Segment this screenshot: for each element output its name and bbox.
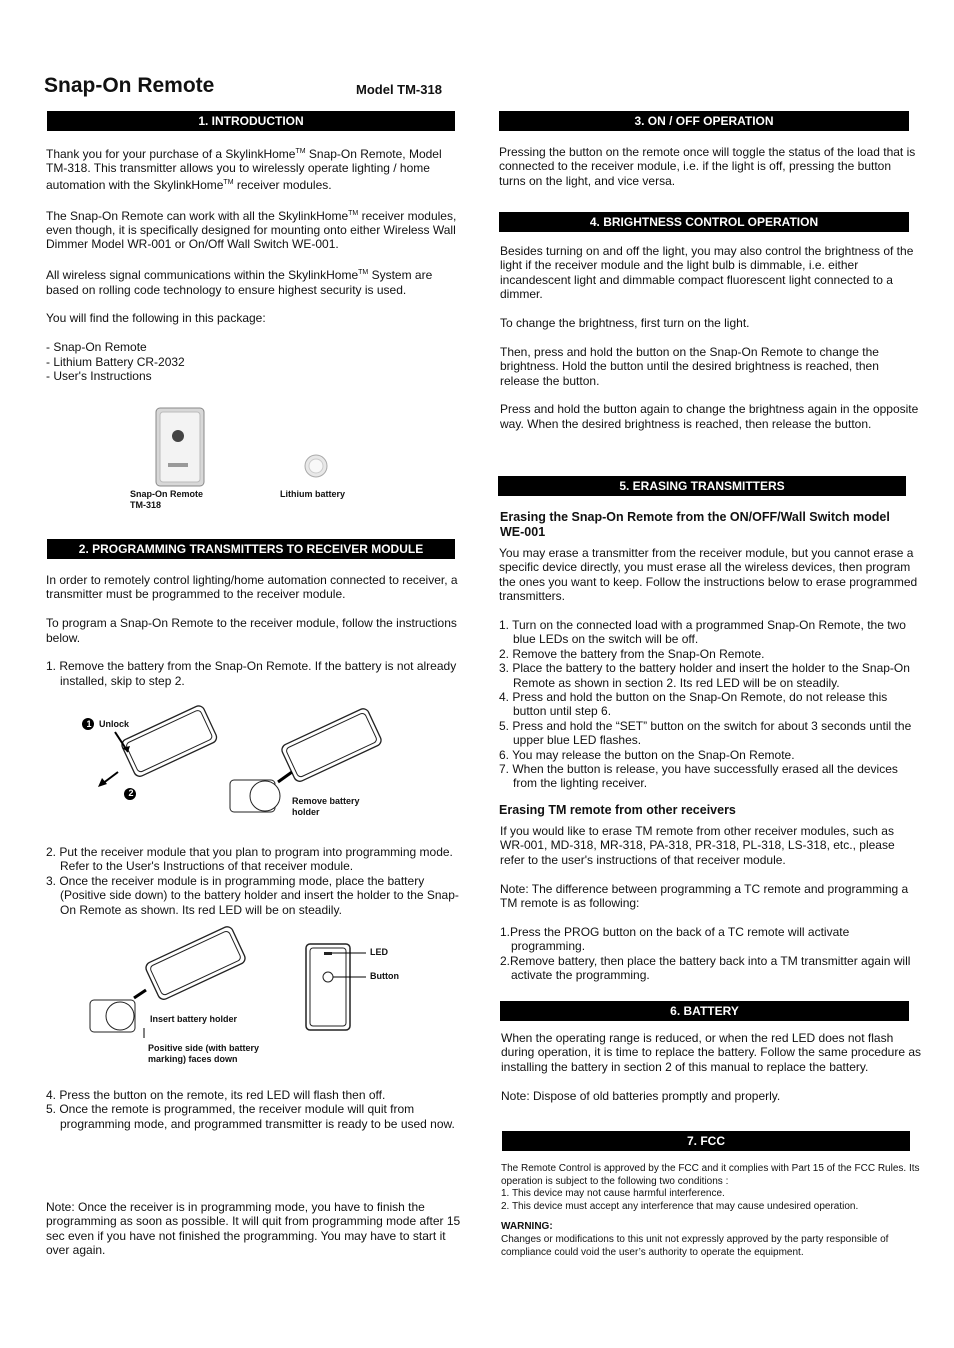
programming-intro [46, 573, 466, 688]
brightness-text [500, 244, 920, 431]
erasing-note: 2.Remove battery, then place the battery back into a TM transmitter again will activate the programming. [500, 953, 911, 983]
erasing-other-text [500, 824, 920, 982]
erasing-step: 1. Turn on the connected load with a programmed Snap-On Remote, the two blue LEDs on the switch will be off. [499, 618, 906, 647]
fcc-condition-2: 2. This device must accept any interference that may cause undesired operation. [501, 1200, 859, 1212]
erasing-heading: 5. ERASING TRANSMITTERS [498, 476, 906, 496]
fcc-warning-title: WARNING: [501, 1221, 553, 1233]
intro-paragraph-4: You will find the following in this package: [46, 311, 266, 326]
battery-paragraph-1: When the operating range is reduced, or when the red LED does not flash during operation, it is time to replace the battery. Follow the same procedure as installing the battery in section 2 of this manual to replace the battery. [501, 1031, 921, 1074]
remove-holder-label: Remove battery holder [292, 796, 360, 817]
intro-paragraph-3: All wireless signal communications within the SkylinkHome™ System are based on rolling code technology to ensure highest security is used. [46, 268, 433, 297]
programming-paragraph-2: To program a Snap-On Remote to the receiver module, follow the instructions below. [46, 616, 457, 645]
programming-step-2: 2. Put the receiver module that you plan to program into programming mode. Refer to the User's Instructions of that receiver module. [46, 845, 453, 874]
brightness-paragraph-1: Besides turning on and off the light, you may also control the brightness of the light if the receiver module and the light bulb is dimmable, i.e. either incandescent light and dimmable compact fluorescent light connected to a dimmer. [500, 244, 914, 302]
brightness-paragraph-3: Then, press and hold the button on the Snap-On Remote to change the brightness. Hold the button until the desired brightness is reached, then release the button. [500, 344, 879, 388]
erasing-text [499, 546, 919, 791]
brightness-paragraph-4: Press and hold the button again to change the brightness again in the opposite way. When the desired brightness is reached, then release the button. [500, 402, 919, 431]
intro-paragraph-1: Thank you for your purchase of a SkylinkHome™ Snap-On Remote, Model TM-318. This transmitter allows you to wirelessly operate lighting / home automation with the SkylinkHome™ receiver modules. [46, 147, 442, 192]
insert-holder-label: Insert battery holder [150, 1014, 238, 1024]
brightness-paragraph-2: To change the brightness, first turn on the light. [500, 316, 750, 331]
programming-paragraph-1: In order to remotely control lighting/home automation connected to receiver, a transmitter must be programmed to the receiver module. [46, 573, 458, 602]
fcc-condition-1: 1. This device may not cause harmful interference. [501, 1188, 725, 1200]
fcc-heading: 7. FCC [502, 1131, 910, 1151]
page-title: Snap-On Remote [44, 74, 215, 97]
positive-side-label: Positive side (with battery marking) faces down [148, 1043, 260, 1064]
package-list-item: - Lithium Battery CR-2032 [46, 354, 185, 369]
erasing-step: 2. Remove the battery from the Snap-On Remote. [499, 646, 765, 661]
intro-text [46, 145, 466, 383]
programming-step-5: 5. Once the remote is programmed, the receiver module will quit from programming mode, and programmed transmitter is ready to be used now. [46, 1102, 455, 1131]
erasing-paragraph-2: If you would like to erase TM remote from other receiver modules, such as WR-001, MD-318, MR-318, PA-318, PR-318, PL-318, LS-318, etc., please refer to the user's instructions of that receiver module. [500, 824, 895, 867]
erasing-step: 5. Press and hold the “SET” button on the switch for about 3 seconds until the upper blue LED flashes. [499, 718, 912, 748]
onoff-heading: 3. ON / OFF OPERATION [499, 111, 909, 131]
fcc-paragraph: The Remote Control is approved by the FCC and it complies with Part 15 of the FCC Rules. Its operation is subject to the following two conditions : [501, 1163, 920, 1187]
erasing-paragraph-1: You may erase a transmitter from the receiver module, but you cannot erase a specific device directly, you must erase all the wireless devices, then program the ones you want to keep. Follow the instructions below to erase programmed transmitters. [499, 546, 918, 604]
insert-battery-figure [84, 930, 414, 1040]
battery-text [501, 1031, 921, 1103]
programming-heading: 2. PROGRAMMING TRANSMITTERS TO RECEIVER MODULE [47, 539, 455, 559]
programming-steps-4-5 [46, 1088, 466, 1131]
intro-paragraph-2: The Snap-On Remote can work with all the SkylinkHome™ receiver modules, even though, it is specifically designed for mounting onto either Wireless Wall Dimmer Model WR-001 or On/Off Wall Switch WE-001. [46, 208, 457, 252]
brightness-heading: 4. BRIGHTNESS CONTROL OPERATION [499, 212, 909, 232]
erasing-subheading-2: Erasing TM remote from other receivers [499, 803, 736, 817]
erasing-subheading-1: Erasing the Snap-On Remote from the ON/OFF/Wall Switch model WE-001 [500, 510, 890, 539]
package-list-item: - User's Instructions [46, 369, 152, 384]
fcc-warning-text: Changes or modifications to this unit not expressly approved by the party responsible of compliance could void the user’s authority to operate the equipment. [501, 1233, 889, 1258]
intro-heading: 1. INTRODUCTION [47, 111, 455, 131]
programming-step-3: 3. Once the receiver module is in programming mode, place the battery (Positive side down) to the battery holder and insert the holder to the Snap-On Remote as shown. Its red LED will be on steadily. [46, 873, 459, 917]
battery-heading: 6. BATTERY [500, 1001, 909, 1021]
erasing-note: 1.Press the PROG button on the back of a TC remote will activate programming. [500, 924, 850, 954]
unlock-label: Unlock [99, 719, 130, 729]
programming-step-1: 1. Remove the battery from the Snap-On Remote. If the battery is not already installed, skip to step 2. [46, 659, 457, 688]
onoff-paragraph: Pressing the button on the remote once will toggle the status of the load that is connected to the receiver module, i.e. if the light is off, pressing the button turns on the light, and vice versa. [499, 145, 916, 188]
fcc-text [501, 1163, 921, 1259]
battery-image-label: Lithium battery [280, 489, 346, 499]
step-number-1: 1 [86, 719, 92, 729]
erasing-paragraph-3: Note: The difference between programming a TC remote and programming a TM remote is as following: [500, 881, 909, 911]
model-number: Model TM-318 [356, 82, 442, 97]
erasing-step: 4. Press and hold the button on the Snap-On Remote, do not release this button until step 6. [499, 690, 888, 719]
erasing-step: 7. When the button is release, you have successfully erased all the devices from the lighting receiver. [499, 762, 898, 791]
led-label: LED [370, 947, 388, 957]
step-number-2: 2 [128, 788, 134, 798]
erasing-step: 6. You may release the button on the Snap-On Remote. [499, 747, 795, 762]
battery-illustration [302, 452, 330, 480]
remote-image-label: Snap-On Remote TM-318 [130, 489, 204, 510]
erasing-step: 3. Place the battery to the battery holder and insert the holder to the Snap-On Remote as shown in section 2. Its red LED will be on steadily. [499, 661, 910, 690]
programming-step-4: 4. Press the button on the remote, its red LED will flash then off. [46, 1088, 386, 1102]
remote-illustration [150, 405, 210, 487]
button-label: Button [370, 971, 399, 981]
programming-note: Note: Once the receiver is in programming mode, you have to finish the programming as soon as possible. It will quit from programming mode after 15 sec even if you have not finished the programming. You may have to start it over again. [46, 1200, 461, 1258]
package-list-item: - Snap-On Remote [46, 340, 147, 355]
battery-paragraph-2: Note: Dispose of old batteries promptly and properly. [501, 1088, 781, 1103]
programming-steps-2-3 [46, 845, 466, 917]
